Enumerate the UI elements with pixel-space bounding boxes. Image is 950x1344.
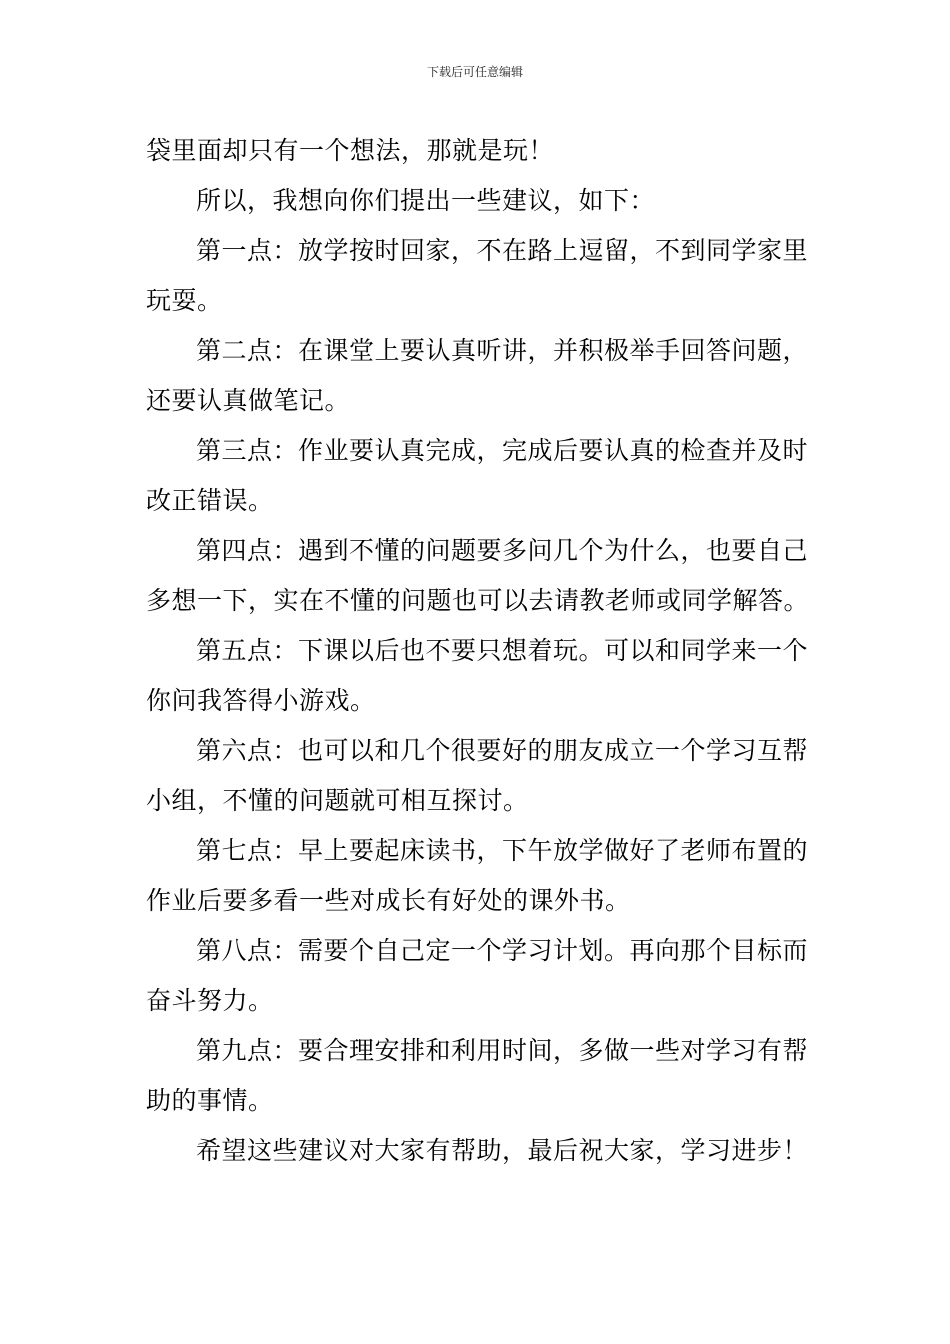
paragraph-intro: 所以，我想向你们提出一些建议，如下： [196, 186, 656, 215]
paragraph-point-1: 第一点：放学按时回家，不在路上逗留，不到同学家里玩耍。 [146, 236, 809, 315]
paragraph-closing: 希望这些建议对大家有帮助，最后祝大家，学习进步！ [196, 1136, 809, 1165]
paragraph-point-4: 第四点：遇到不懂的问题要多问几个为什么，也要自己多想一下，实在不懂的问题也可以去请教老师或同学解答。 [146, 536, 810, 615]
paragraph-point-6: 第六点：也可以和几个很要好的朋友成立一个学习互帮小组，不懂的问题就可相互探讨。 [146, 736, 809, 815]
paragraph-point-7: 第七点：早上要起床读书，下午放学做好了老师布置的作业后要多看一些对成长有好处的课外书。 [146, 836, 809, 915]
paragraph-point-2: 第二点：在课堂上要认真听讲，并积极举手回答问题，还要认真做笔记。 [146, 336, 809, 415]
paragraph-point-8: 第八点：需要个自己定一个学习计划。再向那个目标而奋斗努力。 [146, 936, 809, 1015]
paragraph-point-9: 第九点：要合理安排和利用时间，多做一些对学习有帮助的事情。 [146, 1036, 809, 1115]
paragraph-point-5: 第五点：下课以后也不要只想着玩。可以和同学来一个你问我答得小游戏。 [146, 636, 809, 715]
page-header-note: 下载后可任意编辑 [426, 65, 523, 79]
paragraph-point-3: 第三点：作业要认真完成，完成后要认真的检查并及时改正错误。 [146, 436, 809, 515]
paragraph-continuation: 袋里面却只有一个想法，那就是玩！ [146, 136, 555, 165]
document-body [146, 126, 810, 1176]
